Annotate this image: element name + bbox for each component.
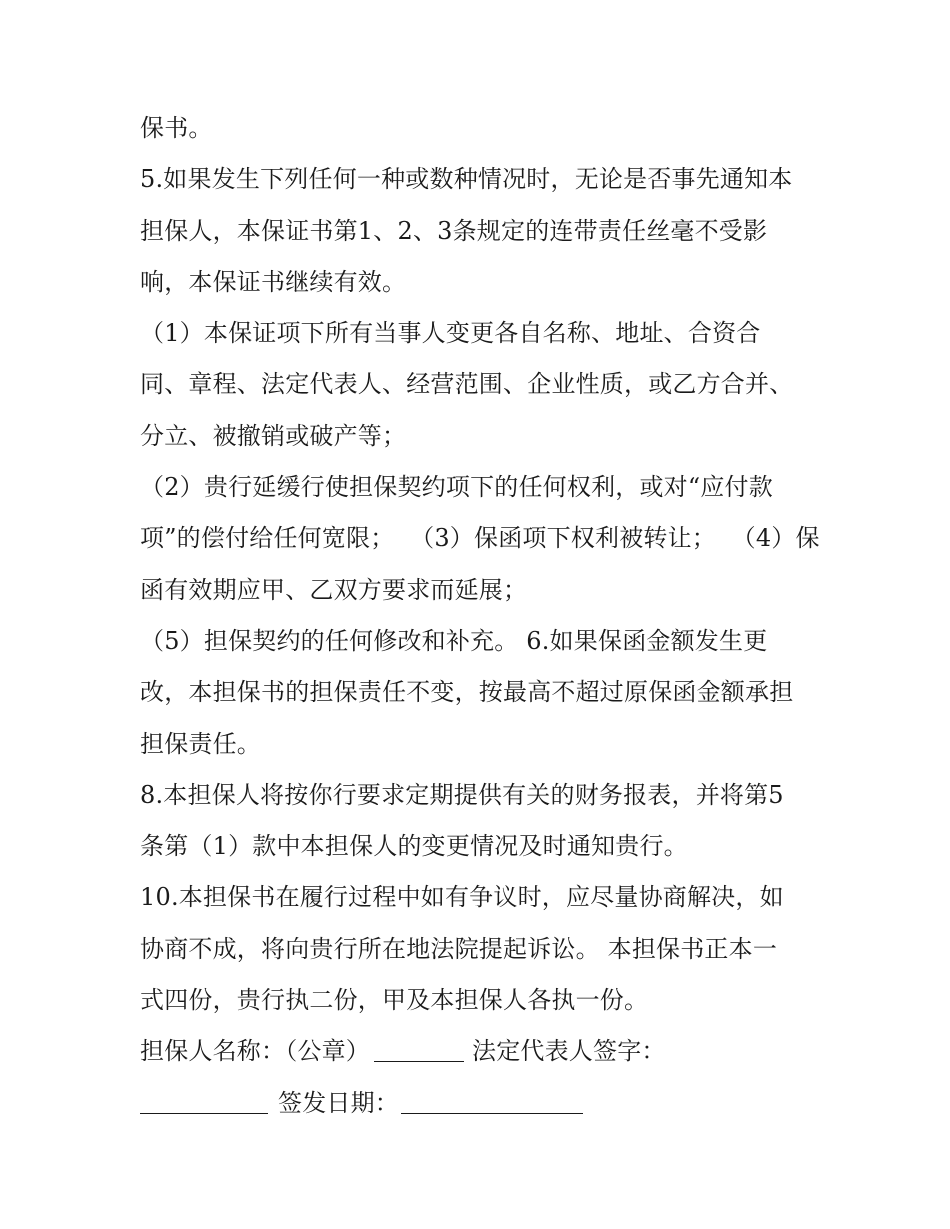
paragraph-line: 保书。 xyxy=(140,114,213,142)
paragraph-line: 同、章程、法定代表人、经营范围、企业性质，或乙方合并、 xyxy=(140,370,794,399)
paragraph-line: 担保责任。 xyxy=(140,729,261,758)
paragraph-line: 8.本担保人将按你行要求定期提供有关的财务报表，并将第5 xyxy=(140,780,784,809)
signature-line-2 xyxy=(140,1078,820,1129)
legal-rep-signature-label: 法定代表人签字： xyxy=(472,1037,666,1066)
paragraph-line: 担保人，本保证书第1、2、3条规定的连带责任丝毫不受影 xyxy=(140,216,768,245)
guarantor-name-label: 担保人名称：（公章） xyxy=(140,1037,370,1066)
paragraph-line: 函有效期应甲、乙双方要求而延展； xyxy=(140,575,528,604)
paragraph-line: 分立、被撤销或破产等； xyxy=(140,421,407,450)
signature-line-1 xyxy=(140,1026,820,1077)
paragraph-line: 条第（1）款中本担保人的变更情况及时通知贵行。 xyxy=(140,832,688,861)
paragraph-line: 响，本保证书继续有效。 xyxy=(140,267,407,296)
paragraph-line: 项”的偿付给任何宽限； （3）保函项下权利被转让； （4）保 xyxy=(140,524,820,553)
paragraph-line: 式四份，贵行执二份，甲及本担保人各执一份。 xyxy=(140,986,649,1015)
paragraph-line: （2）贵行延缓行使担保契约项下的任何权利，或对“应付款 xyxy=(140,473,773,502)
paragraph-line: 5.如果发生下列任何一种或数种情况时，无论是否事先通知本 xyxy=(140,165,793,194)
issue-date-blank xyxy=(401,1091,583,1114)
legal-rep-signature-blank xyxy=(140,1091,268,1114)
paragraph-line: 10.本担保书在履行过程中如有争议时，应尽量协商解决，如 xyxy=(140,883,784,912)
guarantor-name-blank xyxy=(374,1039,464,1062)
paragraph-line: 改，本担保书的担保责任不变，按最高不超过原保函金额承担 xyxy=(140,678,794,707)
paragraph-line: （5）担保契约的任何修改和补充。 6.如果保函金额发生更 xyxy=(140,626,768,655)
document-body xyxy=(140,103,820,1129)
paragraph-line: （1）本保证项下所有当事人变更各自名称、地址、合资合 xyxy=(140,319,761,348)
issue-date-label: 签发日期： xyxy=(278,1088,399,1117)
paragraph-line: 协商不成，将向贵行所在地法院提起诉讼。 本担保书正本一 xyxy=(140,934,778,963)
